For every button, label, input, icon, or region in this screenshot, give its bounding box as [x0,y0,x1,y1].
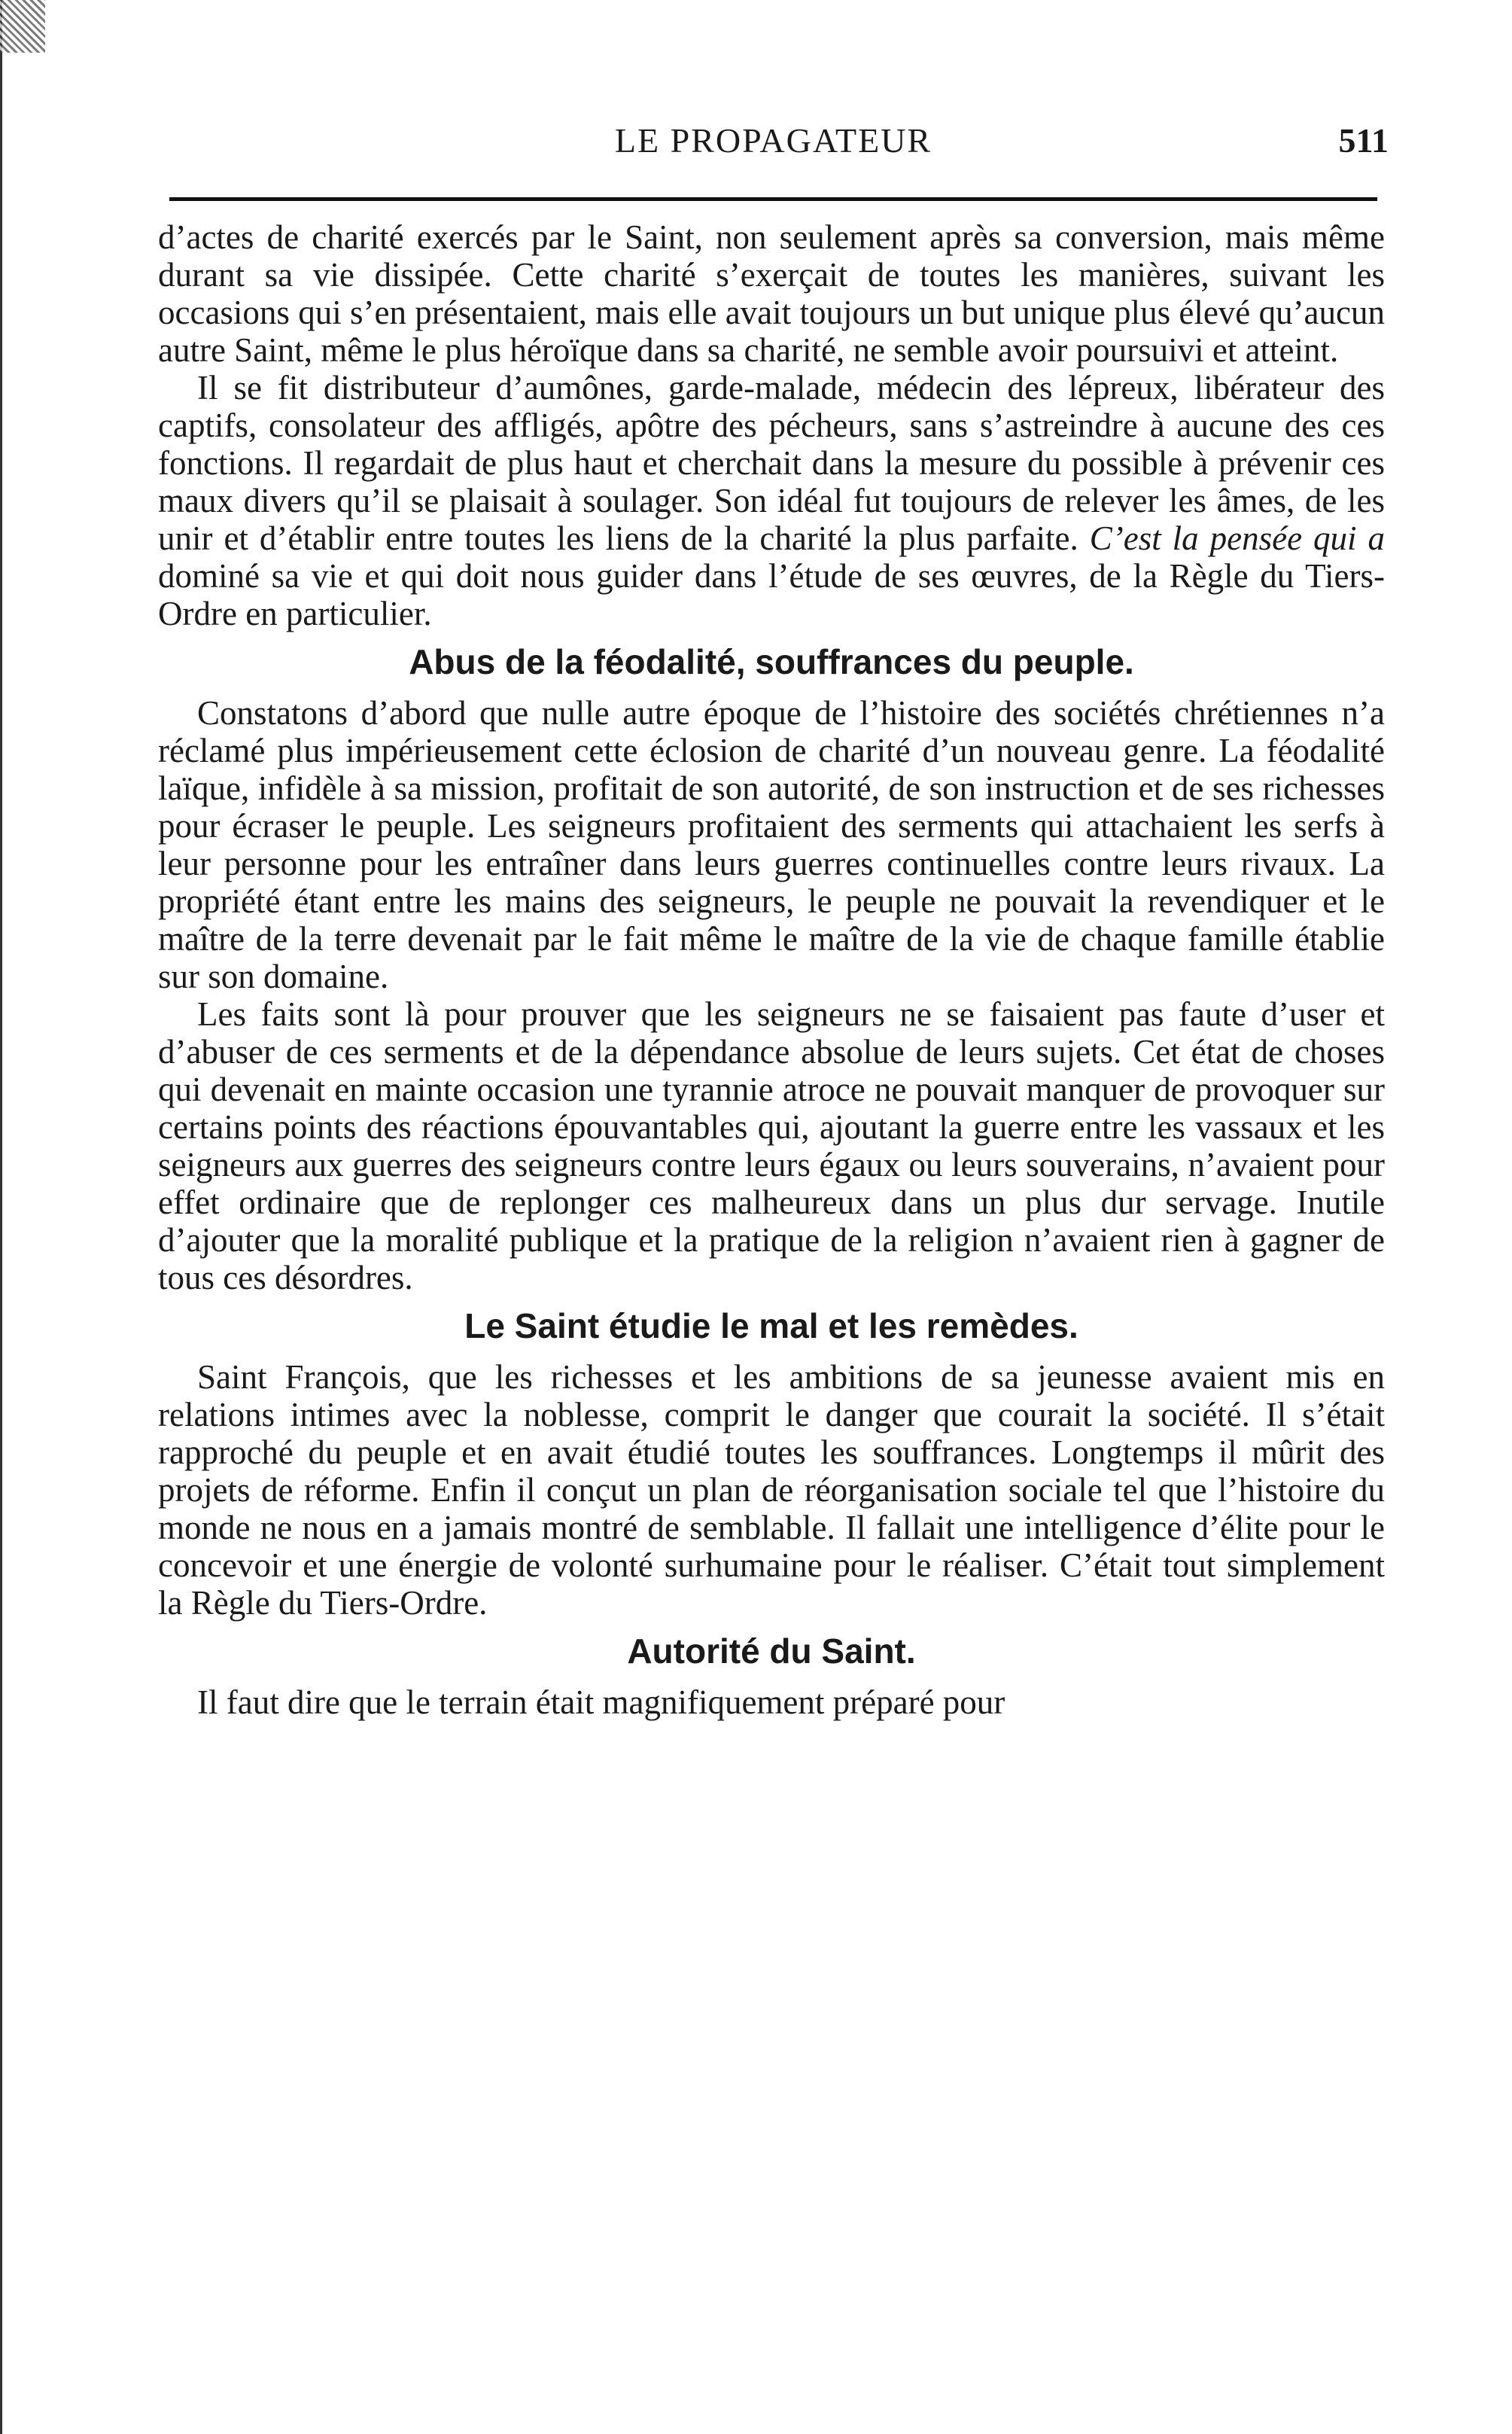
paragraph-saint-roles-tail: dominé sa vie et qui doit nous guider dans l’étude de ses œuvres, de la Règle du Tiers-Ordre en particulier. [158,557,1385,632]
section-heading-authority: Autorité du Saint. [627,1631,916,1671]
paragraph-remedies: Saint François, que les richesses et les ambitions de sa jeunesse avaient mis en relations intimes avec la noblesse, comprit le danger que courait la société. Il s’était rapproché du peuple et en avait étudié toutes les souffrances. Longtemps il mûrit des projets de réforme. Enfin il conçut un plan de réorganisation sociale tel que l’histoire du monde ne nous en a jamais montré de semblable. Il fallait une intelligence d’élite pour le concevoir et une énergie de volonté surhumaine pour le réaliser. C’était tout simplement la Règle du Tiers-Ordre. [158,1358,1385,1622]
paragraph-saint-roles-italic: C’est la pensée qui a [1089,519,1385,557]
running-title: LE PROPAGATEUR [614,121,932,160]
paragraph-feudal-2: Les faits sont là pour prouver que les seigneurs ne se faisaient pas faute d’user et d’abuser de ces serments et de la dépendance absolue de leurs sujets. Cet état de choses qui devenait en mainte occasion une tyrannie atroce ne pouvait manquer de provoquer sur certains points des réactions épouvantables qui, ajoutant la guerre entre les vassaux et les seigneurs aux guerres des seigneurs contre leurs égaux ou leurs souverains, n’avaient pour effet ordinaire que de replonger ces malheureux dans un plus dur servage. Inutile d’ajouter que la moralité publique et la pratique de la religion n’avaient rien à gagner de tous ces désordres. [158,995,1385,1296]
page-body [158,218,1385,1721]
section-heading-feudal: Abus de la féodalité, souffrances du peuple. [409,642,1134,681]
page-header [158,113,1389,166]
page-number: 511 [1338,121,1389,160]
paragraph-authority: Il faut dire que le terrain était magnifiquement préparé pour [197,1683,1005,1721]
scan-corner-mark [0,0,45,53]
page-left-edge [0,0,15,2434]
paragraph-feudal-1: Constatons d’abord que nulle autre époque de l’histoire des sociétés chrétiennes n’a réclamé plus impérieusement cette éclosion de charité d’un nouveau genre. La féodalité laïque, infidèle à sa mission, profitait de son autorité, de son instruction et de ses richesses pour écraser le peuple. Les seigneurs profitaient des serments qui attachaient les serfs à leur personne pour les entraîner dans leurs guerres continuelles contre leurs rivaux. La propriété étant entre les mains des seigneurs, le peuple ne pouvait la revendiquer et le maître de la terre devenait par le fait même le maître de la vie de chaque famille établie sur son domaine. [158,694,1385,995]
paragraph-saint-roles-lead: Il se fit distributeur d’aumônes, garde-malade, médecin des lépreux, libérateur des captifs, consolateur des affligés, apôtre des pécheurs, sans s’astreindre à aucune des ces fonctions. Il regardait de plus haut et cherchait dans la mesure du possible à prévenir ces maux divers qu’il se plaisait à soulager. Son idéal fut toujours de relever les âmes, de les unir et d’établir entre toutes les liens de la charité la plus parfaite. [158,369,1385,557]
paragraph-continued: d’actes de charité exercés par le Saint, non seulement après sa conversion, mais même durant sa vie dissipée. Cette charité s’exerçait de toutes les manières, suivant les occasions qui s’en présentaient, mais elle avait toujours un but unique plus élevé qu’aucun autre Saint, même le plus héroïque dans sa charité, ne semble avoir poursuivi et atteint. [158,218,1385,369]
section-heading-remedies: Le Saint étudie le mal et les remèdes. [464,1306,1078,1345]
header-rule [169,197,1377,201]
paragraph-saint-roles [158,369,1385,632]
